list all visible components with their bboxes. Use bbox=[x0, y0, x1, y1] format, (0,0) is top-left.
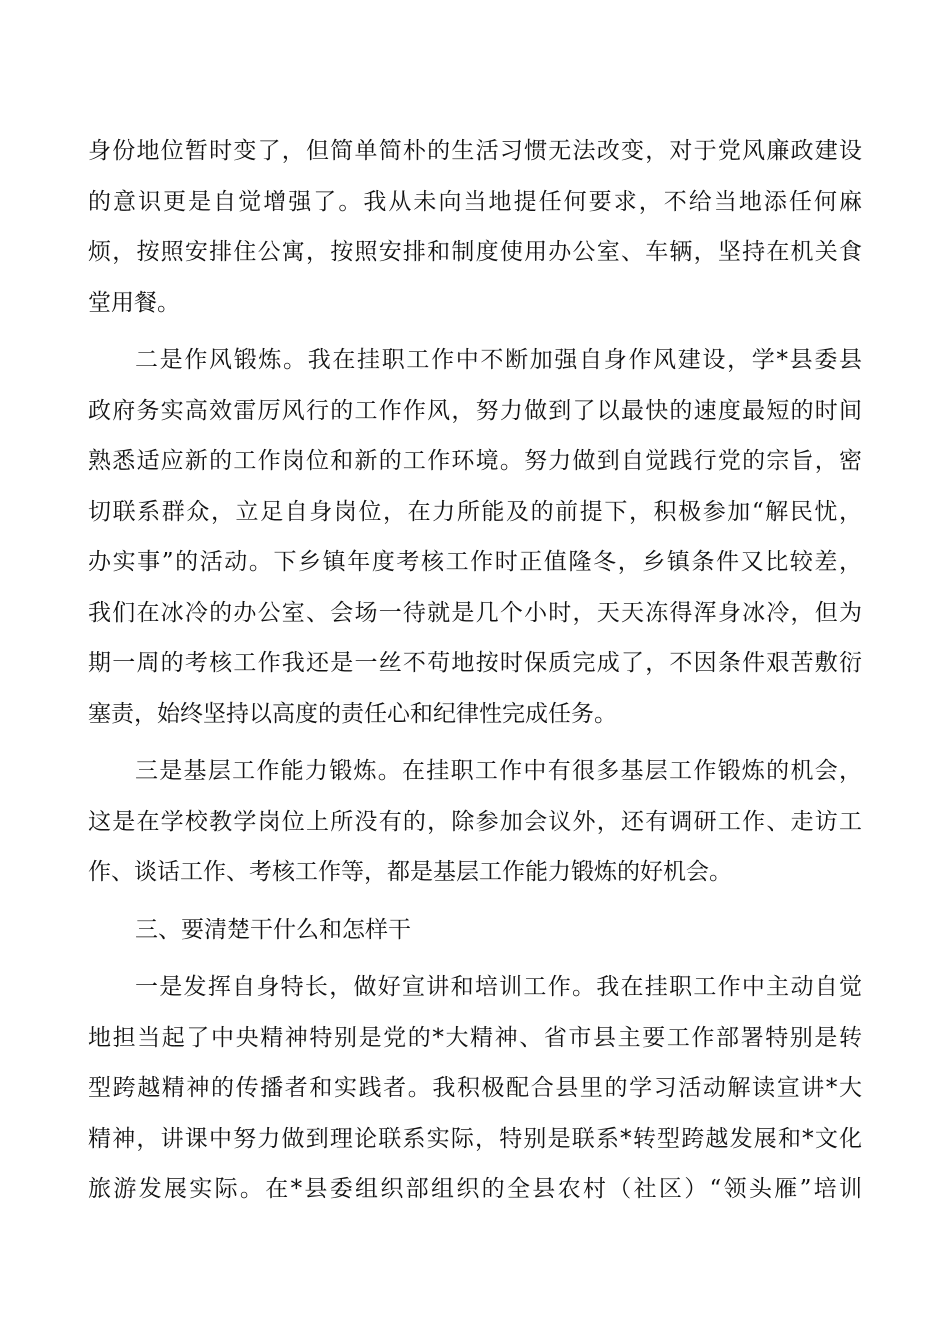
text-line: 作、谈话工作、考核工作等，都是基层工作能力锻炼的好机会。 bbox=[88, 859, 732, 885]
paragraph-work-style bbox=[88, 335, 862, 739]
text-line: 办实事”的活动。下乡镇年度考核工作时正值隆冬，乡镇条件又比较差， bbox=[88, 549, 862, 575]
text-line: 三是基层工作能力锻炼。在挂职工作中有很多基层工作锻炼的机会， bbox=[135, 758, 862, 784]
text-line: 期一周的考核工作我还是一丝不苟地按时保质完成了，不因条件艰苦敷衍 bbox=[88, 650, 862, 676]
text-line: 塞责，始终坚持以高度的责任心和纪律性完成任务。 bbox=[88, 700, 617, 727]
section-heading bbox=[88, 905, 862, 956]
text-line: 烦，按照安排住公寓，按照安排和制度使用办公室、车辆，坚持在机关食 bbox=[88, 239, 862, 265]
text-line: 我们在冰冷的办公室、会场一待就是几个小时，天天冻得浑身冰冷，但为 bbox=[88, 599, 862, 626]
text-line: 这是在学校教学岗位上所没有的，除参加会议外，还有调研工作、走访工 bbox=[88, 808, 862, 835]
text-line: 堂用餐。 bbox=[88, 289, 180, 316]
text-line: 熟悉适应新的工作岗位和新的工作环境。努力做到自觉践行党的宗旨，密 bbox=[88, 448, 862, 474]
text-line: 精神，讲课中努力做到理论联系实际，特别是联系*转型跨越发展和*文化 bbox=[88, 1125, 862, 1152]
text-line: 切联系群众，立足自身岗位，在力所能及的前提下，积极参加“解民忧， bbox=[88, 498, 862, 525]
text-line: 型跨越精神的传播者和实践者。我积极配合县里的学习活动解读宣讲*大 bbox=[88, 1075, 862, 1101]
paragraph-frugal-life bbox=[88, 126, 862, 328]
text-line: 身份地位暂时变了，但简单简朴的生活习惯无法改变，对于党风廉政建设 bbox=[88, 138, 862, 164]
document-body bbox=[88, 126, 862, 1215]
text-line: 一是发挥自身特长，做好宣讲和培训工作。我在挂职工作中主动自觉 bbox=[135, 974, 862, 1000]
paragraph-strengths bbox=[88, 962, 862, 1215]
section-heading-text: 三、要清楚干什么和怎样干 bbox=[135, 916, 411, 943]
text-line: 二是作风锻炼。我在挂职工作中不断加强自身作风建设，学*县委县 bbox=[135, 347, 862, 373]
paragraph-grassroots bbox=[88, 746, 862, 898]
text-line: 旅游发展实际。在*县委组织部组织的全县农村（社区）“领头雁”培训 bbox=[88, 1176, 862, 1202]
text-line: 的意识更是自觉增强了。我从未向当地提任何要求，不给当地添任何麻 bbox=[88, 188, 862, 215]
text-line: 政府务实高效雷厉风行的工作作风，努力做到了以最快的速度最短的时间 bbox=[88, 397, 862, 424]
text-line: 地担当起了中央精神特别是党的*大精神、省市县主要工作部署特别是转 bbox=[88, 1024, 862, 1051]
